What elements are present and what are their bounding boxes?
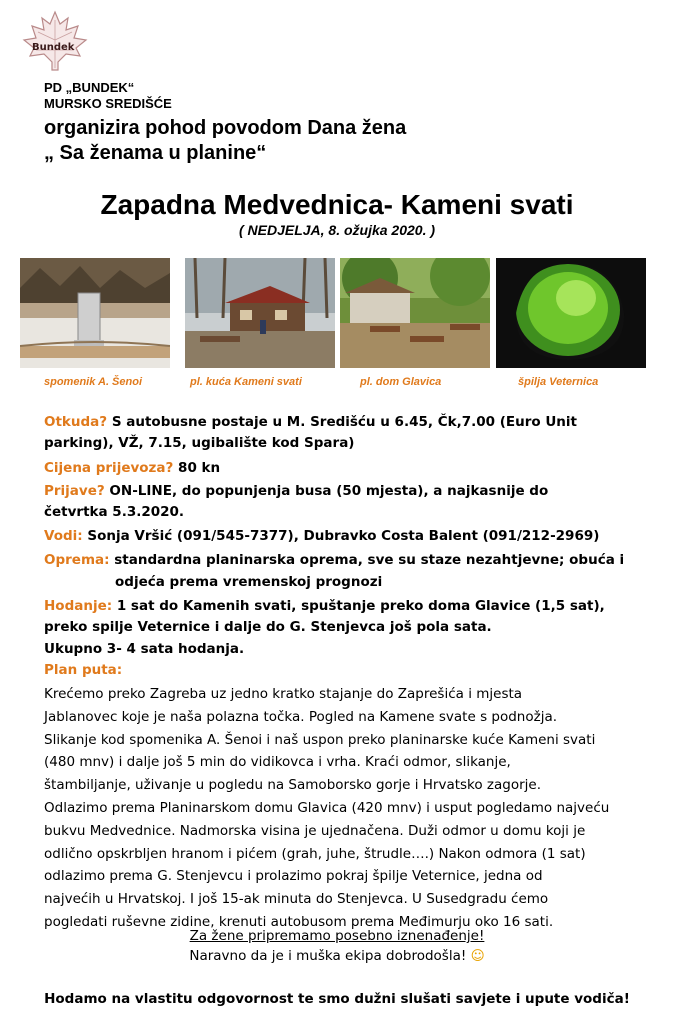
info-vodi [44, 526, 644, 547]
info-oprema-cont: odjeća prema vremenskoj prognozi [115, 574, 383, 590]
smiley-icon: ☺ [470, 948, 485, 964]
plan-line: Krećemo preko Zagreba uz jedno kratko stajanje do Zaprešića i mjesta [44, 686, 523, 702]
text-hodanje: 1 sat do Kamenih svati, spuštanje preko doma Glavice (1,5 sat), [112, 598, 605, 614]
maple-leaf-icon [20, 10, 90, 72]
plan-line: odlično opskrbljen hranom i pićem (grah, juhe, štrudle….) Nakon odmora (1 sat) [44, 845, 586, 862]
label-prijave: Prijave? [44, 483, 105, 499]
plan-description [44, 683, 664, 934]
text-oprema: standardna planinarska oprema, sve su staze nezahtjevne; obuća i [109, 552, 625, 568]
photo-monument [20, 258, 170, 368]
photo-veternica-cave [496, 258, 646, 368]
plan-line: najvećih u Hrvatskoj. I još 15-ak minuta do Stenjevca. U Susedgradu ćemo [44, 891, 549, 908]
text-prijave: , do popunjenja busa (50 mjesta), a najkasnije do [171, 483, 549, 499]
info-oprema [44, 550, 644, 571]
info-hodanje [44, 596, 644, 617]
text-otkuda: S autobusne postaje u M. Središću u 6.45, Čk,7.00 (Euro Unit [107, 414, 578, 430]
welcome-note [0, 946, 674, 966]
text-cijena: 80 kn [173, 460, 221, 476]
label-hodanje: Hodanje: [44, 598, 113, 614]
text-vodi: Sonja Vršić (091/545-7377), Dubravko Costa Balent (091/212-2969) [82, 528, 600, 544]
label-cijena: Cijena prijevoza? [44, 460, 174, 476]
logo-text: Bundek [32, 42, 75, 53]
photo-caption-hut: pl. kuća Kameni svati [190, 376, 302, 388]
photo-mountain-hut [185, 258, 335, 368]
photo-glavica-lodge [340, 258, 490, 368]
plan-line: Slikanje kod spomenika A. Šenoi i naš uspon preko planinarske kuće Kameni svati [44, 731, 596, 748]
event-motto: „ Sa ženama u planine“ [44, 142, 267, 164]
plan-line: Odlazimo prema Planinarskom domu Glavica (420 mnv) i usput pogledamo najveću [44, 799, 610, 816]
event-intro: organizira pohod povodom Dana žena [44, 117, 407, 139]
info-otkuda [44, 412, 644, 433]
responsibility-footer: Hodamo na vlastitu odgovornost te smo dužni slušati savjete i upute vodiča! [44, 991, 630, 1007]
label-plan: Plan puta: [44, 662, 123, 678]
club-logo [20, 10, 90, 72]
info-prijave [44, 481, 644, 502]
info-hodanje-cont: preko spilje Veternice i dalje do G. Stenjevca još pola sata. [44, 619, 492, 635]
info-cijena [44, 458, 644, 479]
surprise-note: Za žene pripremamo posebno iznenađenje! [189, 928, 485, 944]
photo-caption-lodge: pl. dom Glavica [360, 376, 442, 388]
plan-line: Jablanovec koje je naša polazna točka. Pogled na Kamene svate s podnožja. [44, 708, 558, 725]
info-prijave-cont: četvrtka 5.3.2020. [44, 504, 185, 520]
info-ukupno: Ukupno 3- 4 sata hodanja. [44, 641, 245, 657]
label-otkuda: Otkuda? [44, 414, 108, 430]
info-otkuda-cont: parking), VŽ, 7.15, ugibalište kod Spara) [44, 435, 355, 451]
page-title: Zapadna Medvednica- Kameni svati [100, 189, 574, 220]
event-date: ( NEDJELJA, 8. ožujka 2020. ) [238, 222, 436, 238]
plan-line: štambiljanje, uživanje u pogledu na Samoborsko gorje i Hrvatsko zagorje. [44, 777, 542, 794]
label-vodi: Vodi: [44, 528, 83, 544]
text-prijave-online: ON-LINE [104, 483, 172, 499]
label-oprema: Oprema: [44, 552, 110, 568]
photo-caption-monument: spomenik A. Šenoi [44, 376, 143, 388]
photo-caption-cave: špilja Veternica [518, 376, 599, 388]
plan-line: odlazimo prema G. Stenjevcu i prolazimo pokraj špilje Veternice, jedna od [44, 868, 543, 885]
club-name: PD „BUNDEK“ [44, 80, 135, 95]
plan-line: pogledati ruševne zidine, krenuti autobusom prema Međimurju oko 16 sati. [44, 913, 554, 930]
welcome-text: Naravno da je i muška ekipa dobrodošla! [189, 948, 471, 964]
plan-line: bukvu Medvednice. Nadmorska visina je ujednačena. Duži odmor u domu koji je [44, 822, 586, 839]
plan-line: (480 mnv) i dalje još 5 min do vidikovca i vrha. Kraći odmor, slikanje, [44, 754, 511, 771]
club-location: MURSKO SREDIŠĆE [44, 96, 172, 111]
